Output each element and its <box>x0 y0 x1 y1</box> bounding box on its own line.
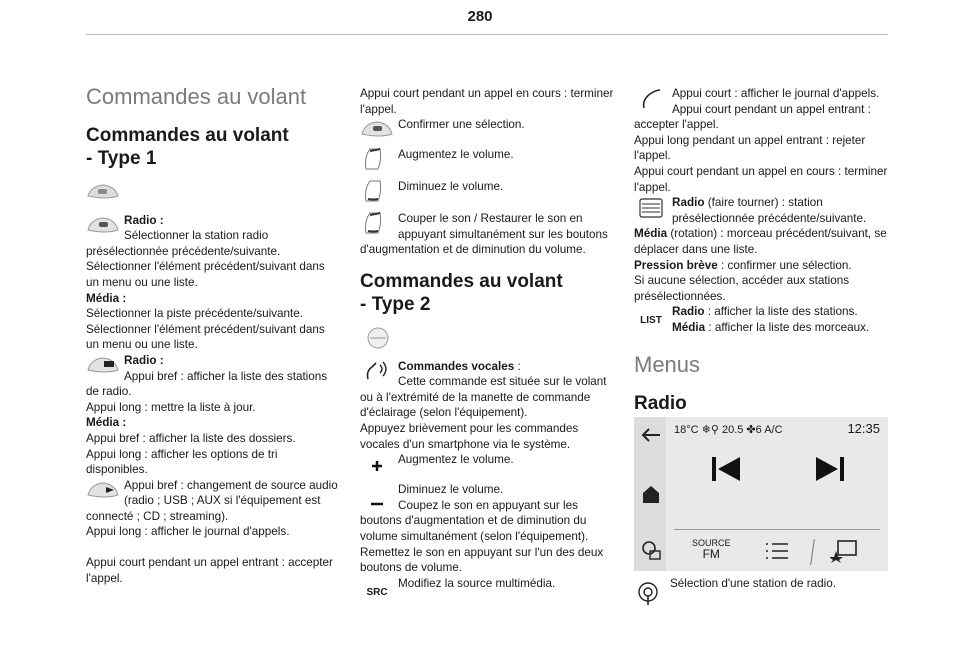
radio-line2: présélectionnée précédente/suivante. <box>86 244 281 258</box>
volume-up-wheel-icon <box>360 147 394 171</box>
media-line2: Sélectionner l'élément précédent/suivant dans <box>86 322 325 336</box>
list-media-line: Média : afficher la liste des morceaux. <box>672 320 870 334</box>
minus-line2: Coupez le son en appuyant sur les <box>398 498 578 512</box>
media2-line1: Appui bref : afficher la liste des dossiers. <box>86 431 296 445</box>
favorite-radio-icon[interactable] <box>830 537 860 563</box>
list-view-icon[interactable] <box>764 541 790 561</box>
mute-wheel-icon <box>360 211 394 235</box>
media-rot-line1: Média (rotation) : morceau précédent/suivant, se <box>634 227 887 241</box>
call-line2: l'appel. <box>86 571 123 585</box>
minus-icon <box>360 482 394 506</box>
press-line3: présélectionnées. <box>634 289 726 303</box>
end-call-line2: l'appel. <box>360 102 397 116</box>
screen-caption: Sélection d'une station de radio. <box>670 577 836 590</box>
radio-wheel-icon <box>86 213 120 237</box>
radio2-line1: Appui bref : afficher la liste des stations <box>124 369 328 383</box>
screen-sidebar <box>634 417 666 571</box>
source-line3: connecté ; CD ; streaming). <box>86 509 229 523</box>
volume-up-text: Augmentez le volume. <box>398 148 514 162</box>
subtitle-type2-line2: - Type 2 <box>360 293 431 315</box>
source-label: SOURCE <box>692 538 731 548</box>
list-wheel-icon <box>86 353 120 377</box>
src-text: Modifiez la source multimédia. <box>398 576 556 590</box>
radio-title: Radio <box>634 392 687 414</box>
screen-divider <box>674 529 880 530</box>
list-icon: LIST <box>640 315 662 327</box>
subtitle-type1-line1: Commandes au volant <box>86 125 289 146</box>
volume-down-wheel-icon <box>360 179 394 203</box>
radio-rot-line2: présélectionnée précédente/suivante. <box>672 211 867 225</box>
phone-line5: l'appel. <box>634 149 671 163</box>
source-line2: (radio ; USB ; AUX si l'équipement est <box>124 494 321 508</box>
column-1 <box>86 84 342 586</box>
phone-line2: Appui court pendant un appel entrant : <box>672 102 871 116</box>
radio-label: Radio : <box>124 213 164 227</box>
voice-command-icon <box>360 359 394 383</box>
radio-line1: Sélectionner la station radio <box>124 229 269 243</box>
source-line4: Appui long : afficher le journal d'appels. <box>86 525 290 539</box>
radio-screen <box>634 417 888 571</box>
press-line1: Pression brève : confirmer une sélection. <box>634 258 852 272</box>
call-line1: Appui court pendant un appel entrant : accepter <box>86 556 333 570</box>
voice-line5: vocales d'un smartphone via le système. <box>360 437 571 451</box>
mute-line2: appuyant simultanément sur les boutons <box>398 227 608 241</box>
media2-line3: disponibles. <box>86 463 148 477</box>
press-line2: Si aucune sélection, accéder aux stations <box>634 274 850 288</box>
subtitle-type2-line1: Commandes au volant <box>360 270 563 292</box>
mute-line3: d'augmentation et de diminution du volume. <box>360 243 586 257</box>
voice-line4: Appuyez brièvement pour les commandes <box>360 421 579 435</box>
media2-label: Média : <box>86 416 127 430</box>
menus-title: Menus <box>634 351 701 377</box>
screen-status: 18°C ❄⚲ 20.5 ✤6 A/C <box>674 424 783 436</box>
subtitle-type1-line2: - Type 1 <box>86 148 157 169</box>
phone-icon <box>634 86 668 110</box>
minus-line5: Remettez le son en appuyant sur l'un des deux <box>360 545 604 559</box>
source-wheel-icon <box>86 478 120 502</box>
steering-control-icon <box>86 182 120 202</box>
next-track-icon[interactable] <box>812 455 848 483</box>
end-call-line1: Appui court pendant un appel en cours : terminer <box>360 87 614 100</box>
home-icon <box>640 483 662 505</box>
station-select-icon <box>636 580 660 606</box>
voice-line1: Cette commande est située sur le volant <box>398 375 607 389</box>
radio-rot-line1: Radio (faire tourner) : station <box>672 196 823 210</box>
media-line1: Sélectionner la piste précédente/suivante. <box>86 307 304 321</box>
plus-text: Augmentez le volume. <box>398 453 514 467</box>
thumbwheel-icon <box>634 195 668 219</box>
phone-line7: l'appel. <box>634 180 671 194</box>
source-line1: Appui bref : changement de source audio <box>124 478 338 492</box>
previous-track-icon[interactable] <box>708 455 744 483</box>
section-title: Commandes au volant <box>86 84 307 109</box>
column-3 <box>634 86 896 415</box>
plus-icon <box>360 452 394 476</box>
source-button[interactable] <box>692 538 731 561</box>
radio2-label: Radio : <box>124 353 164 367</box>
phone-line3: accepter l'appel. <box>634 118 719 132</box>
header-rule <box>86 34 888 35</box>
steering-type2-icon <box>360 326 396 350</box>
radio-line3: Sélectionner l'élément précédent/suivant dans <box>86 260 325 274</box>
media-line3: un menu ou une liste. <box>86 338 198 352</box>
minus-line4: volume simultanément (selon l'équipement). <box>360 529 589 543</box>
screen-vertical-divider <box>810 539 815 565</box>
confirm-wheel-icon <box>360 117 394 141</box>
src-icon: SRC <box>366 586 388 598</box>
minus-line1: Diminuez le volume. <box>398 483 504 497</box>
list-radio-line: Radio : afficher la liste des stations. <box>672 305 858 319</box>
confirm-text: Confirmer une sélection. <box>398 118 525 132</box>
volume-down-text: Diminuez le volume. <box>398 180 504 194</box>
phone-line6: Appui court pendant un appel en cours : terminer <box>634 164 888 178</box>
screen-clock: 12:35 <box>847 421 880 436</box>
page-number: 280 <box>467 8 493 25</box>
radio2-line2: de radio. <box>86 385 132 399</box>
voice-line3: d'éclairage (selon l'équipement). <box>360 406 528 420</box>
minus-line6: boutons de volume. <box>360 561 463 575</box>
source-value: FM <box>702 547 720 561</box>
settings-radio-icon <box>640 539 662 561</box>
media2-line2: Appui long : afficher les options de tri <box>86 447 278 461</box>
back-arrow-icon <box>640 427 662 443</box>
media-rot-line2: déplacer dans une liste. <box>634 242 758 256</box>
minus-line3: boutons d'augmentation et de diminution du <box>360 514 587 528</box>
media-label: Média : <box>86 291 127 305</box>
radio2-line3: Appui long : mettre la liste à jour. <box>86 400 256 414</box>
mute-line1: Couper le son / Restaurer le son en <box>398 212 583 226</box>
voice-line2: ou à l'extrémité de la manette de commande <box>360 390 591 404</box>
voice-label: Commandes vocales : <box>398 359 521 373</box>
phone-line4: Appui long pendant un appel entrant : rejeter <box>634 133 866 147</box>
radio-line4: un menu ou une liste. <box>86 275 198 289</box>
column-2 <box>360 86 622 600</box>
phone-line1: Appui court : afficher le journal d'appels. <box>672 87 880 100</box>
